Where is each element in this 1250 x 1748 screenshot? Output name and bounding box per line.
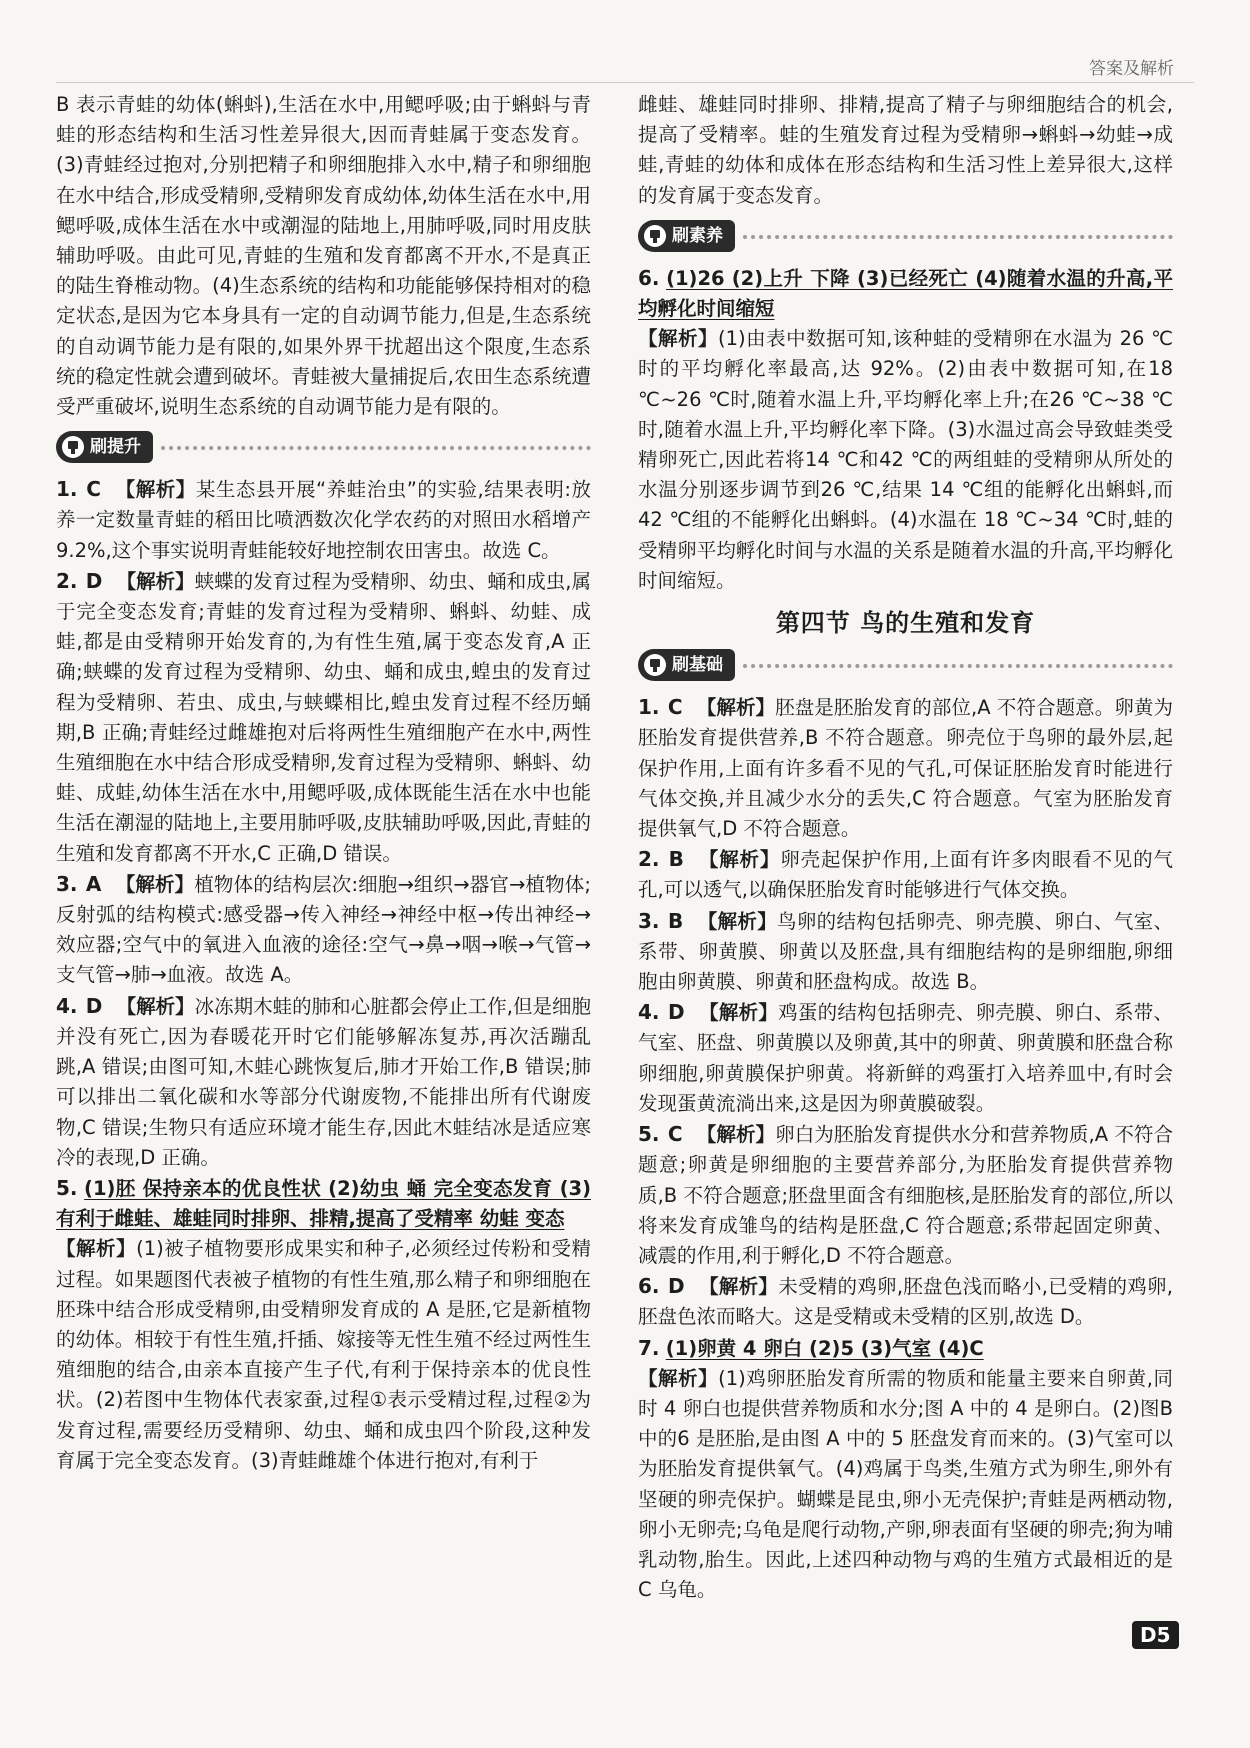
item-text: 卵白为胚胎发育提供水分和营养物质,A 不符合题意;卵黄是卵细胞的主要营养部分,为胚胎发育提供营养物质,B 不符合题意;胚盘里面含有细胞核,是胚胎发育的部位,所以将来发育成雏鸟的结构是胚盘,C 符合题意;系带起固定卵黄、减震的作用,利于孵化,D 不符合题意。 — [638, 1123, 1173, 1267]
item-text: 某生态县开展“养蛙治虫”的实验,结果表明:放养一定数量青蛙的稻田比喷洒数次化学农药的对照田水稻增产 9.2%,这个事实说明青蛙能较好地控制农田害虫。故选 C。 — [56, 478, 591, 562]
item-number: 4. — [56, 993, 78, 1018]
banner-tag — [638, 220, 735, 252]
item-text: 鸡蛋的结构包括卵壳、卵壳膜、卵白、系带、气室、胚盘、卵黄膜以及卵黄,其中的卵黄、卵黄膜和胚盘合称卵细胞,卵黄膜保护卵黄。将新鲜的鸡蛋打入培养皿中,有时会发现蛋黄流淌出来,这是因为卵黄膜破裂。 — [638, 1001, 1173, 1115]
item-text: 未受精的鸡卵,胚盘色浅而略小,已受精的鸡卵,胚盘色浓而略大。这是受精或未受精的区别,故选 D。 — [638, 1275, 1173, 1329]
item-answer: D — [85, 568, 103, 593]
brush-icon — [644, 225, 666, 247]
left-column — [56, 90, 591, 1476]
answer-item — [56, 991, 591, 1173]
analysis-tag: 【解析】 — [699, 1001, 779, 1025]
item-number: 3. — [638, 908, 660, 933]
analysis-tag: 【解析】 — [638, 1366, 719, 1390]
analysis-tag: 【解析】 — [698, 848, 781, 872]
item-number: 2. — [638, 847, 660, 872]
analysis-tag: 【解析】 — [638, 327, 719, 351]
page-header-label: 答案及解析 — [1089, 59, 1174, 79]
item-number: 4. — [638, 1000, 660, 1025]
answer-item — [638, 844, 1173, 905]
item-answer: C — [86, 477, 101, 502]
item-number: 6. — [638, 265, 660, 290]
item-number: 6. — [638, 1274, 660, 1299]
item-text: (1)鸡卵胚胎发育所需的物质和能量主要来自卵黄,同时 4 卵白也提供营养物质和水分;图 A 中的 4 是卵白。(2)图B 中的6 是胚胎,是由图 A 中的 5 胚盘发育而来的。(3)气室可以为胚胎发育提供氧气。(4)鸡属于鸟类,生殖方式为卵生,卵外有坚硬的卵壳保护。蝴蝶是昆虫,卵小无壳保护;青蛙是两栖动物,卵小无卵壳;乌龟是爬行动物,产卵,卵表面有坚硬的卵壳;狗为哺乳动物,胎生。因此,上述四种动物与鸡的生殖方式最相近的是 C 乌龟。 — [638, 1366, 1173, 1602]
item-answer: B — [668, 847, 684, 872]
item-answer-line: (1)卵黄 4 卵白 (2)5 (3)气室 (4)C — [665, 1336, 984, 1360]
answer-item — [56, 566, 591, 869]
item-text: 卵壳起保护作用,上面有许多肉眼看不见的气孔,可以透气,以确保胚胎发育时能够进行气体交换。 — [638, 848, 1173, 902]
item-text: 植物体的结构层次:细胞→组织→器官→植物体;反射弧的结构模式:感受器→传入神经→神经中枢→传出神经→效应器;空气中的氧进入血液的途径:空气→鼻→咽→喉→气管→支气管→肺→血液。故选 A。 — [56, 872, 591, 987]
item-answer: D — [668, 1274, 685, 1299]
answer-item — [638, 1333, 1173, 1364]
brush-icon — [644, 654, 666, 676]
analysis-tag: 【解析】 — [115, 478, 196, 502]
right-column — [638, 90, 1173, 1605]
banner-shua-jichu — [638, 648, 1173, 682]
banner-shua-suyang — [638, 219, 1173, 253]
item-answer: D — [85, 993, 103, 1018]
item-text: 冰冻期木蛙的肺和心脏都会停止工作,但是细胞并没有死亡,因为春暖花开时它们能够解冻复苏,再次活蹦乱跳,A 错误;由图可知,木蛙心跳恢复后,肺才开始工作,B 错误;肺可以排出二氧化碳和水等部分代谢废物,不能排出所有代谢废物,C 错误;生物只有适应环境才能生存,因此木蛙结冰是适应寒冷的表现,D 正确。 — [56, 994, 592, 1169]
item-number: 5. — [56, 1175, 78, 1200]
item-answer: B — [668, 908, 684, 933]
item-number: 3. — [56, 871, 78, 896]
analysis-tag: 【解析】 — [696, 696, 776, 720]
item-number: 2. — [56, 568, 78, 593]
item-number: 1. — [56, 477, 78, 502]
answer-item — [638, 263, 1173, 324]
answer-item — [638, 906, 1173, 998]
banner-label: 刷素养 — [672, 225, 723, 246]
analysis-paragraph — [56, 1234, 591, 1476]
analysis-tag: 【解析】 — [696, 1123, 776, 1147]
answer-item — [56, 1173, 591, 1234]
analysis-tag: 【解析】 — [115, 872, 195, 896]
item-number: 5. — [638, 1122, 660, 1147]
item-answer: C — [667, 1122, 683, 1147]
item-answer: A — [85, 871, 102, 896]
answer-item — [56, 869, 591, 991]
analysis-paragraph — [638, 1364, 1173, 1606]
banner-label: 刷提升 — [90, 437, 141, 458]
analysis-tag: 【解析】 — [697, 909, 778, 933]
banner-dots — [161, 446, 591, 450]
item-text: 鸟卵的结构包括卵壳、卵壳膜、卵白、气室、系带、卵黄膜、卵黄以及胚盘,具有细胞结构的是卵细胞,卵细胞由卵黄膜、卵黄和胚盘构成。故选 B。 — [638, 909, 1173, 994]
answer-item — [638, 1271, 1173, 1332]
banner-shua-tisheng — [56, 430, 591, 464]
item-number: 1. — [638, 695, 660, 720]
section-title: 第四节 鸟的生殖和发育 — [775, 609, 1036, 638]
answer-item — [56, 474, 591, 566]
item-answer-line: (1)胚 保持亲本的优良性状 (2)幼虫 蛹 完全变态发育 (3)有利于雌蛙、雄蛙同时排卵、排精,提高了受精率 幼蛙 变态 — [56, 1176, 592, 1231]
page-number: D5 — [1132, 1621, 1179, 1649]
analysis-tag: 【解析】 — [699, 1275, 779, 1299]
item-answer: C — [667, 695, 683, 720]
banner-tag — [638, 649, 735, 681]
answer-item — [638, 1119, 1173, 1271]
analysis-tag: 【解析】 — [56, 1237, 137, 1261]
item-text: 蛱蝶的发育过程为受精卵、幼虫、蛹和成虫,属于完全变态发育;青蛙的发育过程为受精卵、蝌蚪、幼蛙、成蛙,都是由受精卵开始发育的,为有性生殖,属于变态发育,A 正确;蛱蝶的发育过程为受精卵、幼虫、蛹和成虫,蝗虫的发育过程为受精卵、若虫、成虫,与蛱蝶相比,蝗虫发育过程不经历蛹期,B 正确;青蛙经过雌雄抱对后将两性生殖细胞产在水中,两性生殖细胞在水中结合形成受精卵,发育过程为受精卵、蝌蚪、幼蛙、成蛙,幼体生活在水中,用鳃呼吸,成体既能生活在水中也能生活在潮湿的陆地上,主要用肺呼吸,皮肤辅助呼吸,因此,青蛙的生殖和发育都离不开水,C 正确,D 错误。 — [56, 569, 592, 865]
item-number: 7. — [638, 1335, 660, 1360]
item-text: 胚盘是胚胎发育的部位,A 不符合题意。卵黄为胚胎发育提供营养,B 不符合题意。卵壳位于鸟卵的最外层,起保护作用,上面有许多看不见的气孔,可保证胚胎发育时能进行气体交换,并且减少水分的丢失,C 符合题意。气室为胚胎发育提供氧气,D 不符合题意。 — [638, 696, 1173, 841]
analysis-tag: 【解析】 — [116, 569, 195, 593]
banner-label: 刷基础 — [672, 655, 723, 676]
header-divider — [56, 82, 1194, 83]
banner-dots — [743, 664, 1173, 668]
analysis-tag: 【解析】 — [116, 994, 195, 1018]
answer-item — [638, 997, 1173, 1119]
answer-item — [638, 692, 1173, 844]
analysis-paragraph — [638, 324, 1173, 596]
banner-dots — [743, 235, 1173, 239]
brush-icon — [62, 436, 84, 458]
banner-tag — [56, 431, 153, 463]
right-intro-paragraph: 雌蛙、雄蛙同时排卵、排精,提高了精子与卵细胞结合的机会,提高了受精率。蛙的生殖发育过程为受精卵→蝌蚪→幼蛙→成蛙,青蛙的幼体和成体在形态结构和生活习性上差异很大,这样的发育属于变态发育。 — [638, 93, 1173, 207]
item-answer-line: (1)26 (2)上升 下降 (3)已经死亡 (4)随着水温的升高,平均孵化时间缩短 — [638, 266, 1173, 321]
left-intro-paragraph: B 表示青蛙的幼体(蝌蚪),生活在水中,用鳃呼吸;由于蝌蚪与青蛙的形态结构和生活习性差异很大,因而青蛙属于变态发育。(3)青蛙经过抱对,分别把精子和卵细胞排入水中,精子和卵细胞在水中结合,形成受精卵,受精卵发育成幼体,幼体生活在水中,用鳃呼吸,成体生活在水中或潮湿的陆地上,用肺呼吸,同时用皮肤辅助呼吸。由此可见,青蛙的生殖和发育都离不开水,不是真正的陆生脊椎动物。(4)生态系统的结构和功能能够保持相对的稳定状态,是因为它本身具有一定的自动调节能力,但是,生态系统的自动调节能力是有限的,如果外界干扰超出这个限度,生态系统的稳定性就会遭到破坏。青蛙被大量捕捉后,农田生态系统遭受严重破坏,说明生态系统的自动调节能力是有限的。 — [56, 93, 591, 419]
item-text: (1)被子植物要形成果实和种子,必须经过传粉和受精过程。如果题图代表被子植物的有性生殖,那么精子和卵细胞在胚珠中结合形成受精卵,由受精卵发育成的 A 是胚,它是新植物的幼体。相较于有性生殖,扦插、嫁接等无性生殖不经过两性生殖细胞的结合,由亲本直接产生子代,有利于保持亲本的优良性状。(2)若图中生物体代表家蚕,过程①表示受精过程,过程②为发育过程,需要经历受精卵、幼虫、蛹和成虫四个阶段,这种发育属于完全变态发育。(3)青蛙雌雄个体进行抱对,有利于 — [56, 1237, 591, 1472]
item-text: (1)由表中数据可知,该种蛙的受精卵在水温为 26 ℃时的平均孵化率最高,达 92%。(2)由表中数据可知,在18 ℃~26 ℃时,随着水温上升,平均孵化率上升;在26 ℃~38 ℃时,随着水温上升,平均孵化率下降。(3)水温过高会导致蛙类受精卵死亡,因此若将14 ℃和42 ℃的两组蛙的受精卵从所处的水温分别逐步调节到26 ℃,结果 14 ℃组的能孵化出蝌蚪,而 42 ℃组的不能孵化出蝌蚪。(4)水温在 18 ℃~34 ℃时,蛙的受精卵平均孵化时间与水温的关系是随着水温的升高,平均孵化时间缩短。 — [638, 327, 1173, 592]
item-answer: D — [667, 1000, 685, 1025]
